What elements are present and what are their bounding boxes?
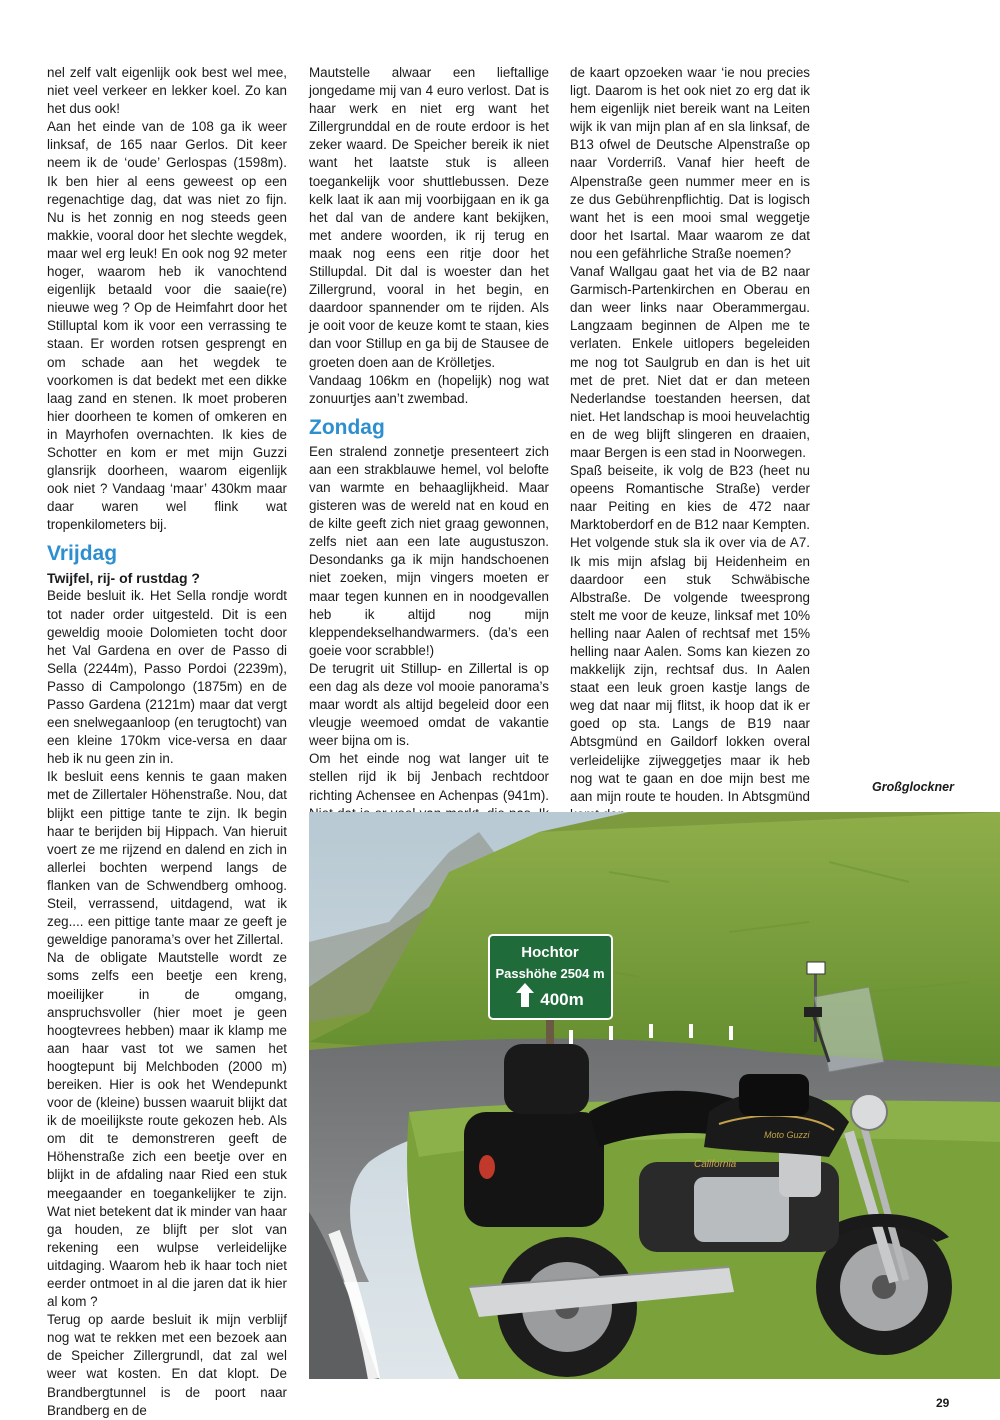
text-column-3 bbox=[570, 64, 810, 824]
paragraph: Na de obligate Mautstelle wordt ze soms zelfs een beetje een kreng, moeilijker in de omgang, anspruchsvoller (hier moet je geen hoogtevrees hebben) maar ik klamp me aan haar vast tot we samen het hoogtepunt bij Melchboden (2000 m) bereiken. Hier is ook het Wendepunkt voor de (kleine) bussen waaruit blijkt dat ik de moeilijkste route gekozen heb. Als om dit te demonstreren geeft de Höhenstraße zich een beetje over en blijkt in de afdaling naar Ried een stuk meegaander en toegankelijker te zijn. Wat niet betekent dat ik minder van haar ga houden, ze blijft per slot van rekening een wulpse verleidelijke uitdaging. Waarom heb ik haar toch niet eerder ontmoet in al die jaren dat ik hier al kom ? bbox=[47, 950, 287, 1310]
paragraph: Vandaag 106km en (hopelijk) nog wat zonuurtjes aan’t zwembad. bbox=[309, 372, 549, 406]
sign-line-2: Passhöhe 2504 m bbox=[495, 966, 605, 981]
section-heading-zondag: Zondag bbox=[309, 415, 385, 439]
paragraph: Om het einde nog wat langer uit te stellen rijd ik bij Jenbach rechtdoor richting Achensee en Achenpas (941m). bbox=[309, 751, 549, 803]
sub-heading: Twijfel, rij- of rustdag ? bbox=[47, 570, 200, 587]
paragraph: de kaart opzoeken waar ‘ie nou precies ligt. Daarom is het ook niet zo erg dat ik hem eigenlijk niet bereik want na Leiten wijk ik van mijn plan af en sla linksaf, de B13 ofwel de Deutsche Alpenstraße op naar Vorderriß. Vanaf hier heeft de Alpenstraße geen nummer meer en is ze dus Gebührenpflichtig. Dat is logisch want het is een mooi smal weggetje door het Isartal. Maar waarom ze dat nou een gefährliche Straße noemen? bbox=[570, 65, 810, 261]
text-column-2 bbox=[309, 64, 549, 841]
paragraph: Aan het einde van de 108 ga ik weer linksaf, de 165 naar Gerlos. Dit keer neem ik de ‘oude’ Gerlospas (1598m). Ik ben hier al eens geweest op een regenachtige dag, dat was niet zo fijn. Nu is het zonnig en nog steeds geen makkie, vooral door het slechte wegdek, maar wel erg leuk! En ook nog 92 meter hoger, waarom heb ik vanochtend eigenlijk betaald voor die saaie(re) nieuwe weg ? Op de Heimfahrt door het Stilluptal kom ik voor een verrassing te staan. Er worden rotsen gesprengt en om schade aan het wegdek te voorkomen is dat bedekt met een dikke laag zand en stenen. Ik moet proberen hier doorheen te komen of omkeren en in Mayrhofen overnachten. Ik kies de Schotter en kom er met mijn Guzzi glansrijk doorheen, waarom eigenlijk ook niet ? Vandaag ‘maar’ 430km maar daar waren wel flink wat tropenkilometers bij. bbox=[47, 119, 287, 533]
motorcycle-photo bbox=[309, 812, 1000, 1379]
section-heading-vrijdag: Vrijdag bbox=[47, 542, 118, 566]
sign-line-3: 400m bbox=[540, 990, 584, 1009]
sign-line-1: Hochtor bbox=[521, 944, 579, 961]
paragraph: Vanaf Wallgau gaat het via de B2 naar Garmisch-Partenkirchen en Oberau en dan weer links naar Oberammergau. Langzaam beginnen de Alpen me te verlaten. Enkele uitlopers begeleiden me nog tot Saulgrub en dan is het uit met de pret. Niet dat er dan meteen Nederlandse toestanden heersen, dat niet. Het landschap is mooi heuvelachtig en de weg blijft slingeren en draaien, maar Bergen is een stad in Noorwegen. bbox=[570, 264, 810, 460]
paragraph: nel zelf valt eigenlijk ook best wel mee, niet veel verkeer en lekker koel. Zo kan het dus ook! bbox=[47, 65, 287, 117]
paragraph: Ik besluit eens kennis te gaan maken met de Zillertaler Höhenstraße. Nou, dat blijkt een pittige tante te zijn. Ik begin haar te berijden bij Hippach. Van hieruit voert ze me rijzend en dalend en zich in allerlei bochten werpend langs de flanken van de Schwendberg omhoog. Steil, verrassend, uitdagend, wat ik zeg.... een pittige tante maar ze geeft je geweldige panorama’s over het Zillertal. bbox=[47, 769, 287, 948]
paragraph: Mautstelle alwaar een lieftallige jongedame mij van 4 euro verlost. Dat is haar werk en niet erg want het Zillergrunddal en de route erdoor is het zeker waard. De Speicher bereik ik niet want het laatste stuk is alleen toegankelijk voor shuttlebussen. Deze kelk laat ik aan mij voorbijgaan en ik ga het dal van de andere kant bekijken, met andere woorden, ik rij terug en maak nog eens een ritje door het Stillupdal. Dit dal is woester dan het Zillergrund, vooral in het begin, en daardoor spannender om te rijden. Als je ooit voor de keuze komt te staan, kies dan voor Stillup en ga bij de Stausee de groeten doen aan de Krölletjes. bbox=[309, 65, 549, 370]
paragraph: De terugrit uit Stillup- en Zillertal is op een dag als deze vol mooie panorama’s maar wordt als altijd begeleid door een vleugje weemoed omdat de vakantie weer bijna om is. bbox=[309, 660, 549, 749]
side-badge: California bbox=[694, 1159, 737, 1170]
hochtor-road-sign bbox=[489, 935, 612, 1019]
page-number: 29 bbox=[936, 1396, 950, 1410]
paragraph: Spaß beiseite, ik volg de B23 (heet nu opeens Romantische Straße) verder naar Peiting en kies de 472 naar Marktoberdorf en de B12 naar Kempten. Het volgende stuk sla ik over via de A7. Ik mis mijn afslag bij Heidenheim en daardoor een stuk Schwäbische Albstraße. De volgende tweesprong stelt me voor de keuze, linksaf met 10% helling naar Aalen of rechtsaf met 15% helling naar Aalen. Soms kan kiezen zo makkelijk zijn, rechtsaf dus. In Aalen staat een leuk groen kastje langs de weg dat naar mij flitst, ik hoop dat ik er goed op sta. Langs de B19 naar Abtsgmünd en Gaildorf lokken overal verleidelijke zijweggetjes maar ik heb nog wat te gaan en doe mijn best me aan mijn route te houden. In Abtsgmünd bbox=[570, 463, 810, 804]
tank-badge: Moto Guzzi bbox=[764, 1130, 810, 1140]
text-column-1 bbox=[47, 64, 287, 1420]
paragraph: Beide besluit ik. Het Sella rondje wordt tot nader order uitgesteld. Dit is een geweldig mooie Dolomieten tocht door het Val Gardena en over de Passo di Sella (2244m), Passo Pordoi (2239m), Passo di Campolongo (1875m) en de Passo Gardena (2121m) maar dat vergt een snelwegaanloop (en terugtocht) van een kleine 170km vice-versa en daar heb ik nu geen zin in. bbox=[47, 588, 287, 767]
paragraph: Een stralend zonnetje presenteert zich aan een strakblauwe hemel, vol belofte van warmte en behaaglijkheid. Maar gisteren was de wereld nat en koud en de kilte geeft zich niet graag gewonnen, zelfs niet aan een late augustuszon. Desondanks ga ik mijn handschoenen niet zoeken, mijn vingers moeten er maar tegen kunnen en in noodgevallen heb ik altijd nog mijn kleppendekselhandwarmers. (da’s een goeie voor scrabble!) bbox=[309, 443, 549, 658]
paragraph: Terug op aarde besluit ik mijn verblijf nog wat te rekken met een bezoek aan de Speicher Zillergrundl, dat zal wel weer wat kosten. En dat klopt. De Brandbergtunnel is de poort naar Brandberg en de bbox=[47, 1312, 287, 1418]
photo-caption: Großglockner bbox=[872, 780, 954, 794]
